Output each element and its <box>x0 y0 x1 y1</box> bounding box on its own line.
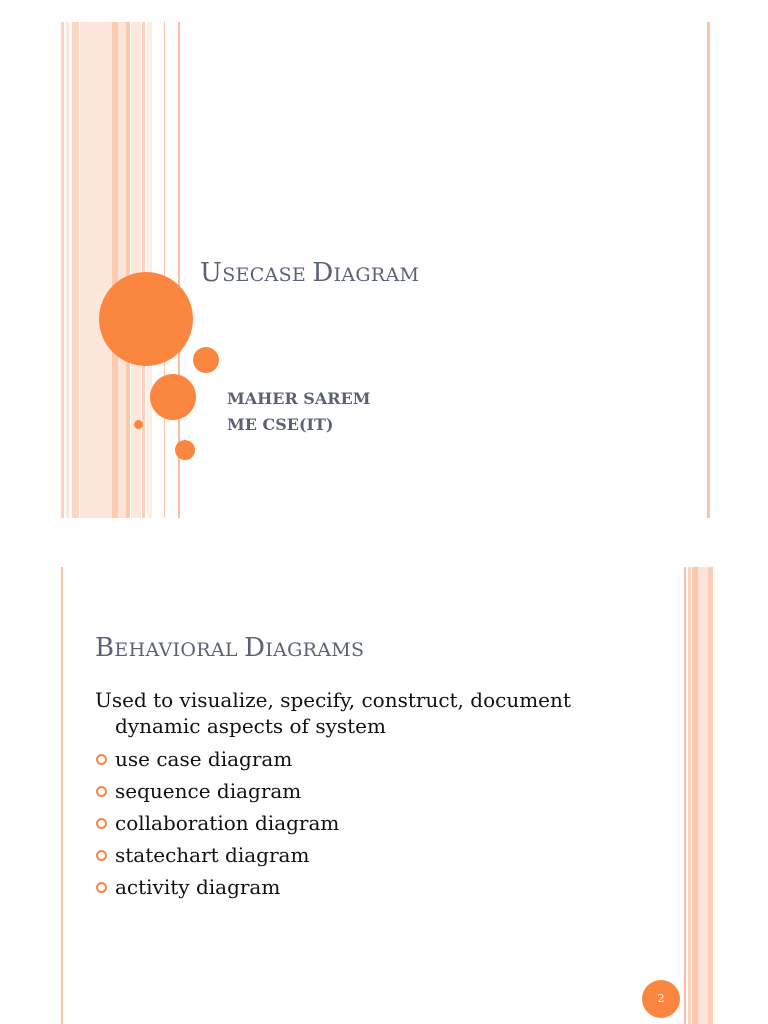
slide-2-title <box>95 633 364 663</box>
decorative-stripe <box>61 567 63 1024</box>
decorative-stripe <box>708 567 713 1024</box>
decorative-stripe <box>126 22 130 518</box>
list-item-text: statechart diagram <box>115 843 310 867</box>
decorative-circle-small <box>193 347 219 373</box>
intro-text <box>95 687 615 739</box>
title-rest: IAGRAM <box>333 264 420 286</box>
bullet-icon <box>96 754 107 765</box>
title-initial: B <box>95 633 115 663</box>
decorative-stripe <box>118 22 126 518</box>
bullet-icon <box>96 786 107 797</box>
list-item <box>95 839 339 871</box>
slide-1-title <box>200 258 419 288</box>
list-item <box>95 743 339 775</box>
title-rest: SECASE <box>222 264 313 286</box>
decorative-circle-medium <box>150 374 196 420</box>
title-initial: U <box>200 258 223 288</box>
author-degree: ME CSE(IT) <box>227 415 334 434</box>
author-name: MAHER SAREM <box>227 389 371 408</box>
decorative-stripe <box>684 567 686 1024</box>
title-initial: D <box>312 258 334 288</box>
decorative-stripe <box>688 567 691 1024</box>
intro-line: dynamic aspects of system <box>115 714 386 738</box>
diagram-list <box>95 743 339 903</box>
intro-line: Used to visualize, specify, construct, document <box>95 688 571 712</box>
decorative-stripe <box>698 567 708 1024</box>
author-block <box>227 386 370 438</box>
decorative-stripe <box>131 22 141 518</box>
list-item <box>95 775 339 807</box>
decorative-stripe <box>61 22 64 518</box>
decorative-circle-small <box>175 440 195 460</box>
decorative-stripe <box>164 22 165 518</box>
decorative-stripe <box>142 22 145 518</box>
bullet-icon <box>96 882 107 893</box>
decorative-stripe <box>66 22 69 518</box>
decorative-circle-large <box>99 272 193 366</box>
title-rest: EHAVIORAL <box>114 639 245 661</box>
page-number-badge: 2 <box>642 980 680 1018</box>
list-item-text: sequence diagram <box>115 779 302 803</box>
decorative-stripe <box>72 22 79 518</box>
list-item <box>95 807 339 839</box>
list-item-text: use case diagram <box>115 747 293 771</box>
bullet-icon <box>96 818 107 829</box>
title-initial: D <box>244 633 266 663</box>
list-item <box>95 871 339 903</box>
decorative-stripe <box>707 22 710 518</box>
decorative-stripe <box>80 22 112 518</box>
title-rest: IAGRAMS <box>265 639 365 661</box>
bullet-icon <box>96 850 107 861</box>
list-item-text: collaboration diagram <box>115 811 340 835</box>
list-item-text: activity diagram <box>115 875 281 899</box>
decorative-circle-tiny <box>134 420 143 429</box>
decorative-stripe <box>147 22 152 518</box>
